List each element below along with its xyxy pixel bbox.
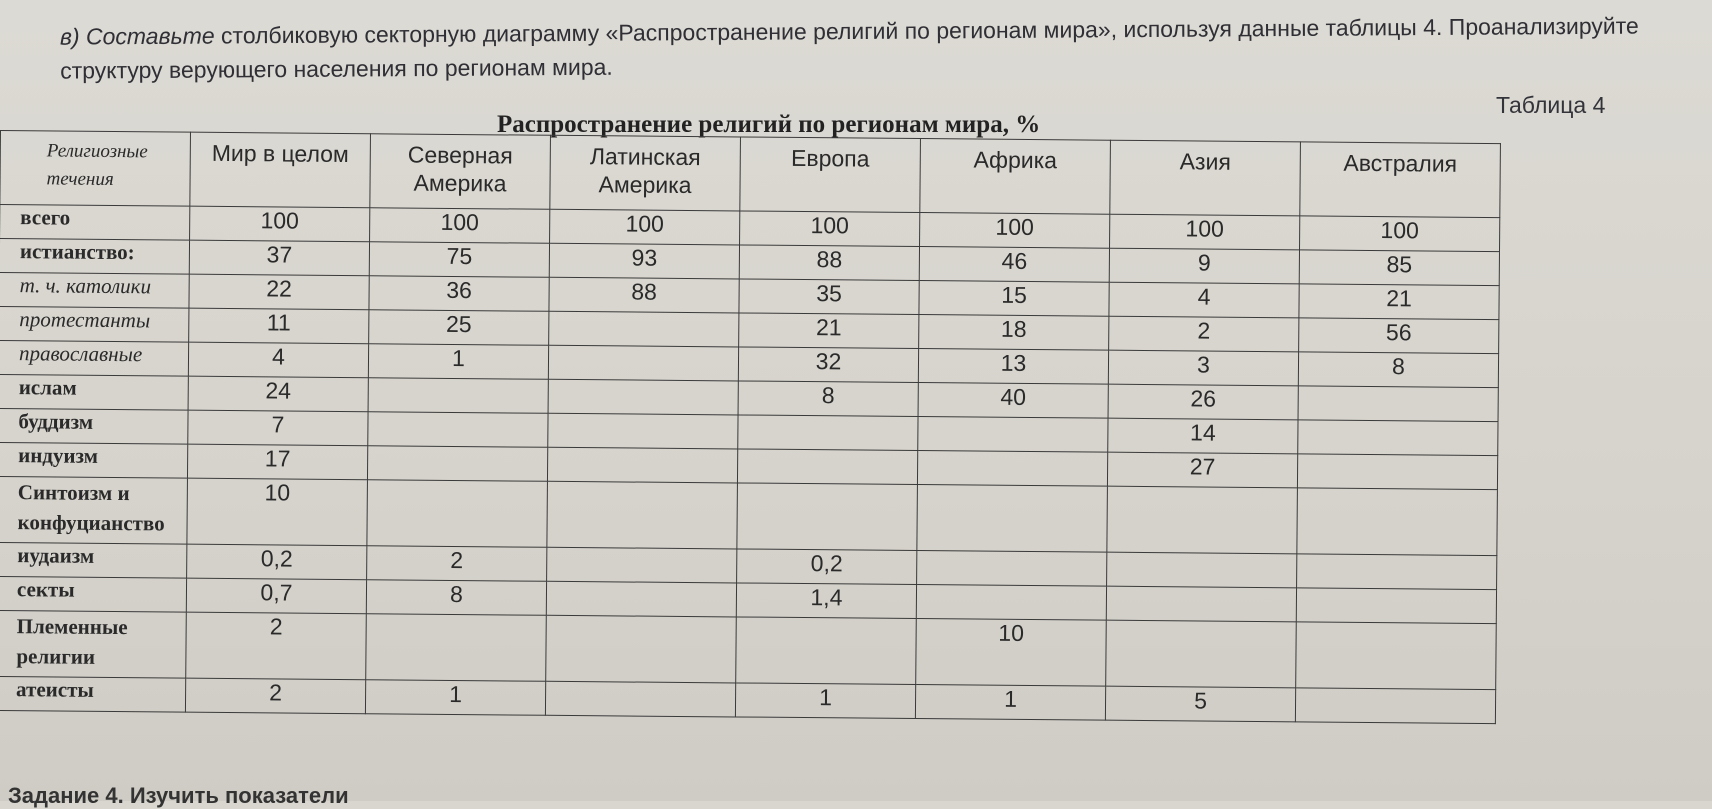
row-label: всего [0,205,190,241]
table-cell: 88 [739,245,919,281]
table-cell: 13 [918,349,1108,385]
table-cell: 37 [189,240,369,276]
table-cell [918,417,1108,453]
table-cell: 5 [1105,686,1295,722]
table-number: Таблица 4 [1496,92,1606,118]
table-cell: 10 [187,478,368,546]
table-cell: 100 [1110,214,1300,250]
row-label: т. ч. католики [0,272,189,308]
table-cell [1298,386,1498,422]
table-cell [1297,454,1497,490]
table-cell [548,413,738,449]
table-cell: 10 [916,619,1107,687]
table-cell: 24 [188,376,368,412]
table-cell [1106,586,1296,622]
table-cell: 15 [919,281,1109,317]
table-cell: 0,2 [187,544,367,580]
table-cell: 1 [915,685,1105,721]
header-col-europe: Европа [740,137,921,213]
table-cell: 9 [1109,248,1299,284]
header-col-africa: Африка [920,139,1111,215]
table-cell [549,311,739,347]
table-cell [547,547,737,583]
table-cell: 75 [369,242,549,278]
row-label: Синтоизм и конфуцианство [0,476,187,544]
table-cell [1107,486,1298,554]
table-cell [545,681,735,717]
table-cell: 56 [1299,318,1499,354]
table-cell [1297,554,1497,590]
table-body [0,205,1500,724]
table-cell [1297,488,1498,556]
table-cell [917,451,1107,487]
table-cell: 21 [739,313,919,349]
table-cell: 100 [190,206,370,242]
table-cell [1295,688,1495,724]
table-cell: 93 [549,243,739,279]
table-cell [1296,588,1496,624]
table-cell [548,379,738,415]
table-cell: 4 [188,342,368,378]
table-caption: Распространение религий по регионам мира, % [497,111,1041,138]
next-task-heading: Задание 4. Изучить показатели [8,783,349,808]
table-cell: 22 [189,274,369,310]
table-cell: 17 [187,444,367,480]
table-cell [368,378,548,414]
table-cell [737,483,918,551]
table-cell: 35 [739,279,919,315]
row-label: ислам [0,374,188,410]
table-cell: 1 [368,344,548,380]
task-body: столбиковую секторную диаграмму «Распространение религий по регионам мира», используя данные таблицы 4. Проанализируйте структуру верующего населения по регионам мира. [60,12,1639,84]
header-col-north-america: Северная Америка [370,134,551,210]
table-cell [736,617,917,685]
table-header-row [0,131,1500,218]
table-cell: 46 [919,247,1109,283]
table-cell: 32 [738,347,918,383]
task-prefix: в) Составьте [59,22,215,50]
table-cell: 8 [1298,352,1498,388]
table-cell [546,581,736,617]
row-label: секты [0,576,187,612]
task-text [60,8,1660,87]
table-cell: 8 [738,381,918,417]
table-cell: 1,4 [736,583,916,619]
table-cell: 88 [549,277,739,313]
table-cell: 100 [370,208,550,244]
table-cell: 7 [188,410,368,446]
table-cell: 100 [550,209,740,245]
table-cell [917,551,1107,587]
table-cell [367,480,548,548]
table-cell [368,412,548,448]
header-col-asia: Азия [1110,140,1301,216]
row-label: индуизм [0,442,188,478]
table-cell [546,615,737,683]
table-cell [738,415,918,451]
table-cell: 25 [369,310,549,346]
table-cell: 40 [918,383,1108,419]
table-cell: 4 [1109,282,1299,318]
table-cell [548,345,738,381]
table-cell [367,446,547,482]
table-cell: 0,2 [737,549,917,585]
table-cell [1296,622,1497,690]
row-label: иудаизм [0,542,187,578]
table-cell: 2 [1109,316,1299,352]
row-label: протестанты [0,306,189,342]
religion-table-wrap [0,130,1620,725]
table-cell: 36 [369,276,549,312]
table-cell [917,485,1108,553]
table-cell: 2 [367,546,547,582]
table-cell: 100 [740,211,920,247]
table-cell: 11 [189,308,369,344]
table-cell [916,585,1106,621]
header-col-australia: Австралия [1300,142,1501,218]
table-cell: 26 [1108,384,1298,420]
table-cell: 0,7 [186,578,366,614]
table-cell: 2 [186,612,367,680]
row-label: буддизм [0,408,188,444]
table-cell: 100 [1300,216,1500,252]
row-label: истианство: [0,239,190,275]
table-cell: 18 [919,315,1109,351]
table-cell: 3 [1108,350,1298,386]
table-cell: 14 [1108,418,1298,454]
table-cell [1298,420,1498,456]
table-cell: 8 [366,580,546,616]
table-cell [547,481,738,549]
header-corner: Религиозные течения [0,131,190,207]
religion-table [0,130,1501,724]
table-cell: 100 [920,213,1110,249]
row-label: православные [0,340,189,376]
header-col-world: Мир в целом [190,132,371,208]
table-cell [737,449,917,485]
row-label: Племенные религии [0,610,186,678]
table-cell: 27 [1107,452,1297,488]
table-cell: 2 [185,678,365,714]
header-col-latin-america: Латинская Америка [550,135,741,211]
table-cell: 85 [1299,250,1499,286]
table-cell [366,614,547,682]
table-cell: 1 [735,683,915,719]
table-cell [1107,552,1297,588]
table-cell: 1 [365,680,545,716]
row-label: атеисты [0,676,186,712]
table-cell: 21 [1299,284,1499,320]
table-cell [547,447,737,483]
table-cell [1106,620,1297,688]
